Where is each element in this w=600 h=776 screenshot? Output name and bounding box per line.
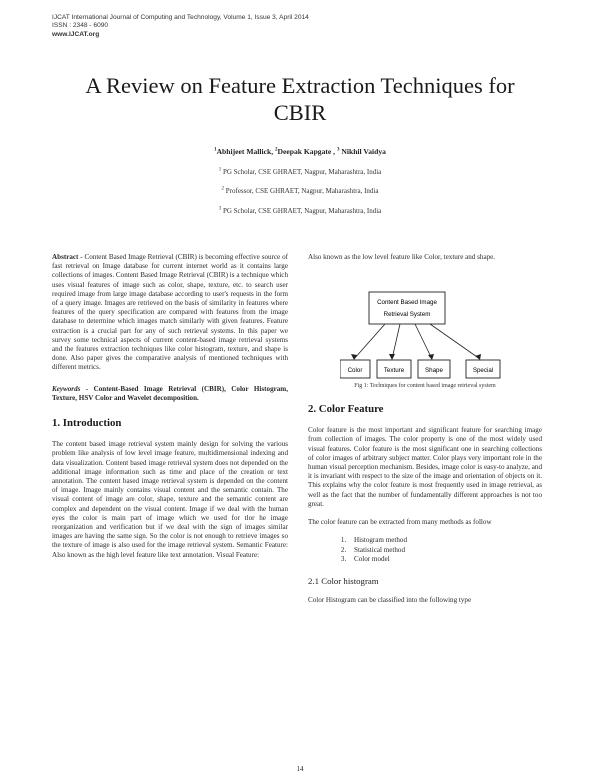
color-methods-intro: The color feature can be extracted from many methods as follow [308, 518, 492, 527]
affiliation-2 [40, 187, 560, 195]
author-3-sup: 3 [336, 147, 340, 153]
diagram-root-line-2: Retrieval System [383, 311, 431, 318]
section-2 [308, 405, 542, 614]
affiliation-1-sup: 1 [218, 167, 222, 173]
author-list [40, 147, 560, 156]
subsection-2-1-heading: 2.1 Color histogram [308, 576, 379, 587]
cbir-diagram [340, 291, 520, 383]
list-item: 3. Color model [348, 555, 542, 565]
keywords-text: Content-Based Image Retrieval (CBIR), Color Histogram, Texture, HSV Color and Wavelet decomposition. [52, 384, 288, 402]
author-1: Abhijeet Mallick, [216, 147, 275, 156]
keywords [52, 385, 288, 403]
affiliation-2-sup: 2 [221, 186, 225, 192]
color-methods-list [308, 536, 542, 565]
diagram-label-shape: Shape [425, 367, 443, 374]
abstract-text: Content Based Image Retrieval (CBIR) is becoming effective source of fast retrieval on Image database for current internet world as it contains large collections of images. Content Based Image Retrieval (CBIR) is a technique which uses visual features of image such as color, shape, texture, etc. to search user required image from large image database according to user's requests in the form of a query image. Images are retrieved on the basis of similarity in features where features of the query specification are compared with features from the image database to determine which images match similarly with given features. Feature extraction is a crucial part for any of such retrieval systems. In this paper we survey some technical aspects of current content-based image retrieval systems and the features extraction techniques like color histogram, texture, and shape is done. Also paper gives the comparative analysis of mentioned techniques with different metrics. [52, 253, 288, 372]
intro-continued: Also known as the low level feature like Color, texture and shape. [308, 253, 496, 261]
page-number: 14 [296, 765, 304, 773]
list-item: 2. Statistical method [348, 546, 542, 556]
introduction-text: The content based image retrieval system mainly design for solving the various problem like analysis of low level image feature, multidimensional indexing and data visualization. Content based image retrieval system does not depended on the additional image information such as time and place of the creation or text annotation. The content based image retrieval system is depended on the content of image. Image mainly contains visual content and the semantic contain. The visual content of image are color, shape, texture and the semantic content are complex and dependent on the visual content. Image if we deal with the human eyes the color is main part of image which we used for tlor he image reorganization and verification but if we deal with the sign of images similar images are having the same sign. So the color is not enough to retrieve images so the texture of image is also used for the image retrieval system. Semantic Feature: Also known as the high level feature like text annotation. Visual Feature: [52, 440, 288, 559]
section-2-heading: 2. Color Feature [308, 403, 384, 415]
abstract-label: Abstract - [52, 253, 85, 261]
list-item: 1. Histogram method [348, 536, 542, 546]
right-column [308, 253, 542, 271]
author-1-sup: 1 [214, 147, 217, 153]
issn: ISSN : 2348 - 6090 [52, 22, 109, 30]
affiliation-3-text: PG Scholar, CSE GHRAET, Nagpur, Maharashtra, India [221, 207, 382, 215]
diagram-root-line-1: Content Based Image [377, 299, 437, 306]
paper-title [40, 72, 560, 126]
author-2-sup: 2 [275, 147, 278, 153]
affiliation-1 [40, 168, 560, 176]
keywords-label: Keywords - [52, 384, 94, 393]
figure-caption: Fig 1: Techniques for content based image retrieval system [354, 383, 496, 389]
author-3: Nikhil Vaidya [339, 147, 386, 156]
diagram-label-color: Color [347, 367, 363, 374]
affiliation-2-text: Professor, CSE GHRAET, Nagpur, Maharashtra, India [224, 187, 379, 195]
affiliation-1-text: PG Scholar, CSE GHRAET, Nagpur, Maharashtra, India [221, 168, 382, 176]
color-histogram-text: Color Histogram can be classified into the following type [308, 596, 472, 605]
affiliation-3 [40, 207, 560, 215]
diagram-label-texture: Texture [383, 367, 405, 374]
affiliation-3-sup: 3 [218, 206, 222, 212]
journal-header [52, 14, 309, 39]
abstract [52, 253, 288, 373]
diagram-label-special: Special [472, 367, 494, 374]
color-feature-text: Color feature is the most important and significant feature for searching image from collection of images. The color property is one of the most widely used visual features. Color feature is the most significant one in searching collections of color images of arbitrary subject matter. Color plays very important role in the human visual perception mechanism. Besides, image color is easy-to analyze, and it is invariant with respect to the size of the image and orientation of objects on it. This explains why the color feature is most frequently used in image retrieval, as well as the fact that the number of fundamentally different approaches is not too great. [308, 426, 542, 508]
diagram-root-box [369, 292, 445, 324]
author-2: Deepak Kapgate , [277, 147, 337, 156]
left-column [52, 253, 288, 569]
section-1-heading: 1. Introduction [52, 417, 122, 430]
title-line-1: A Review on Feature Extraction Techniques for [85, 73, 515, 98]
journal-url[interactable]: www.IJCAT.org [52, 30, 100, 38]
title-line-2: CBIR [273, 100, 327, 125]
journal-name: IJCAT International Journal of Computing and Technology, Volume 1, Issue 3, April 2014 [52, 14, 309, 21]
